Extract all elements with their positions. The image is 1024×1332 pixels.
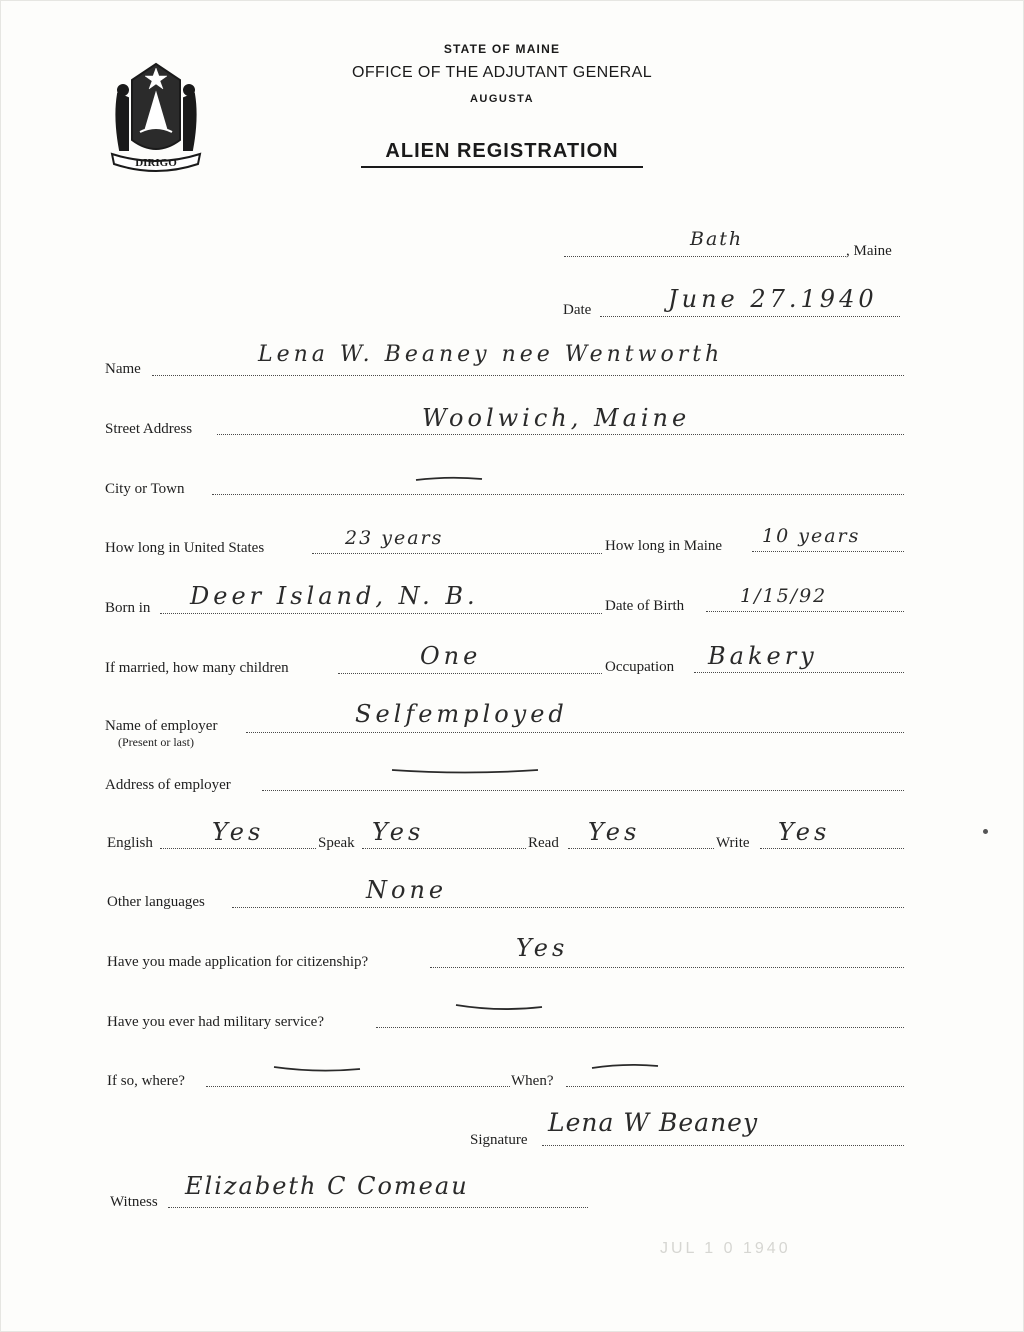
military-label: Have you ever had military service? — [107, 1014, 324, 1030]
header-city: AUGUSTA — [469, 93, 535, 105]
write-line — [760, 848, 904, 849]
name-line — [152, 375, 904, 376]
name-value[interactable]: Lena W. Beaney nee Wentworth — [258, 342, 724, 367]
where-blank-dash — [272, 1064, 362, 1074]
header-state: STATE OF MAINE — [443, 42, 561, 56]
employer-address-line — [262, 790, 904, 791]
when-blank-dash — [590, 1062, 660, 1072]
read-label: Read — [528, 835, 559, 851]
military-blank-dash — [454, 1002, 544, 1012]
street-value[interactable]: Woolwich, Maine — [422, 404, 691, 432]
employer-value[interactable]: Selfemployed — [355, 700, 568, 728]
margin-dot — [983, 829, 988, 834]
city-line — [212, 494, 904, 495]
born-in-label: Born in — [105, 600, 151, 616]
speak-value[interactable]: Yes — [372, 818, 425, 846]
received-stamp: JUL 1 0 1940 — [660, 1240, 791, 1257]
city-label: City or Town — [105, 481, 185, 497]
read-line — [568, 848, 714, 849]
how-long-maine-label: How long in Maine — [605, 538, 723, 554]
signature-label: Signature — [470, 1132, 528, 1148]
english-value[interactable]: Yes — [212, 818, 265, 846]
how-long-maine-value[interactable]: 10 years — [762, 525, 861, 547]
children-label: If married, how many children — [105, 660, 289, 676]
header-office: OFFICE OF THE ADJUTANT GENERAL — [351, 64, 653, 81]
dob-value[interactable]: 1/15/92 — [740, 585, 828, 607]
speak-line — [362, 848, 526, 849]
witness-value[interactable]: Elizabeth C Comeau — [185, 1172, 469, 1200]
born-in-value[interactable]: Deer Island, N. B. — [190, 582, 479, 610]
born-in-line — [160, 613, 602, 614]
citizenship-value[interactable]: Yes — [516, 934, 569, 962]
title-underline — [361, 166, 643, 168]
witness-label: Witness — [110, 1194, 158, 1210]
when-line — [566, 1086, 904, 1087]
name-label: Name — [105, 361, 141, 377]
witness-line — [168, 1207, 588, 1208]
city-blank-dash — [414, 474, 484, 484]
seal-motto: DIRIGO — [135, 157, 177, 169]
military-line — [376, 1027, 904, 1028]
form-title: ALIEN REGISTRATION — [385, 140, 619, 162]
town-value[interactable]: Bath — [690, 228, 744, 250]
speak-label: Speak — [318, 835, 355, 851]
how-long-us-label: How long in United States — [105, 540, 265, 556]
dob-label: Date of Birth — [605, 598, 685, 614]
employer-address-label: Address of employer — [105, 777, 231, 793]
how-long-maine-line — [752, 551, 904, 552]
when-label: When? — [511, 1073, 554, 1089]
occupation-label: Occupation — [605, 659, 675, 675]
write-label: Write — [716, 835, 750, 851]
street-line — [217, 434, 904, 435]
signature-line — [542, 1145, 904, 1146]
town-line — [564, 256, 846, 257]
date-value[interactable]: June 27.1940 — [668, 285, 878, 313]
citizenship-line — [430, 967, 904, 968]
employer-address-blank-dash — [390, 766, 540, 776]
write-value[interactable]: Yes — [778, 818, 831, 846]
how-long-us-value[interactable]: 23 years — [345, 527, 444, 549]
how-long-us-line — [312, 553, 602, 554]
maine-state-seal-icon — [102, 58, 210, 180]
employer-line — [246, 732, 904, 733]
signature-value[interactable]: Lena W Beaney — [548, 1108, 759, 1137]
read-value[interactable]: Yes — [588, 818, 641, 846]
citizenship-label: Have you made application for citizenship? — [107, 954, 369, 970]
employer-sublabel: (Present or last) — [118, 735, 194, 749]
english-line — [160, 848, 316, 849]
where-line — [206, 1086, 510, 1087]
occupation-line — [694, 672, 904, 673]
dob-line — [706, 611, 904, 612]
english-label: English — [107, 835, 153, 851]
other-languages-line — [232, 907, 904, 908]
street-label: Street Address — [105, 421, 193, 437]
maine-label: , Maine — [846, 243, 892, 259]
other-languages-value[interactable]: None — [366, 876, 448, 904]
date-label: Date — [563, 302, 592, 318]
employer-label: Name of employer — [105, 718, 218, 734]
date-line — [600, 316, 900, 317]
occupation-value[interactable]: Bakery — [708, 642, 818, 670]
children-line — [338, 673, 602, 674]
where-label: If so, where? — [107, 1073, 185, 1089]
children-value[interactable]: One — [420, 642, 482, 670]
other-languages-label: Other languages — [107, 894, 205, 910]
